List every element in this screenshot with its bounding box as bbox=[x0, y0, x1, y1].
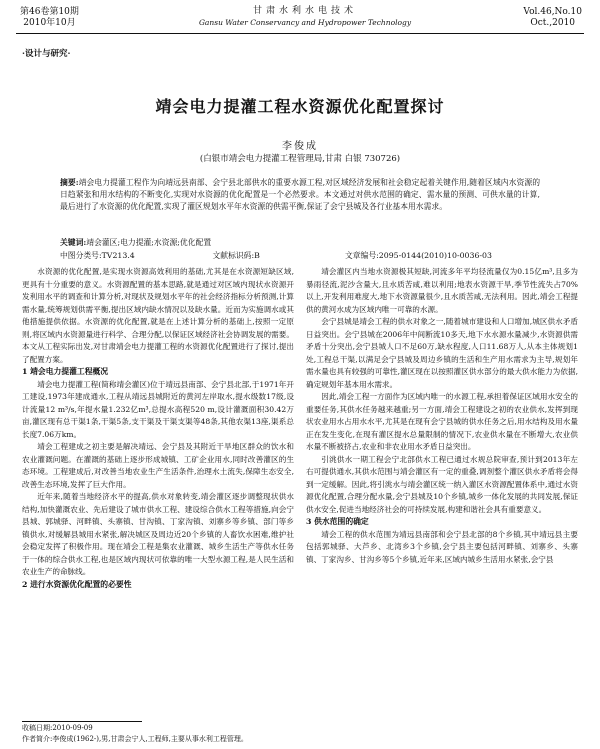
section-heading: 2 进行水资源优化配置的必要性 bbox=[22, 579, 132, 589]
document-code: 文献标识码:B bbox=[212, 251, 260, 260]
journal-name-cn: 甘肃水利水电技术 bbox=[252, 6, 357, 16]
paragraph: 近年来,随着当地经济水平的提高,供水对象转变,靖会灌区逐步调整现状供水结构,加快灌溉农业、先后建设了城市供水工程、建设综合供水工程等措施,向会宁县城、郭城驿、河畔镇、头寨镇、甘沟镇、丁家沟镇、刘寨乡等乡镇、部门等乡镇供水,对缓解县城用水紧张,解决城区及周边近20个乡镇的人畜饮水困难,维护社会稳定发挥了积极作用。现在靖会工程是集农业灌溉、城乡生活生产等供水任务于一体的综合供水工程,也是区域内现状可依靠的唯一大型水源工程,是人民生活和农业生产的命脉线。 bbox=[22, 492, 294, 576]
abstract bbox=[60, 177, 540, 214]
paper-title: 靖会电力提灌工程水资源优化配置探讨 bbox=[155, 97, 445, 116]
issue-date: 2010年10月 bbox=[23, 18, 76, 28]
paragraph: 水资源的优化配置,是实现水资源高效利用的基础,尤其是在水资源短缺区域,更具有十分重要的意义。水资源配置的基本思路,就是通过对区域内现状水资源开发利用水平的调查和计算分析,对现状及规划水平年的社会经济指标分析预测,计算需水量,统筹规划供需平衡,提出区域内缺水情况以及缺水量。近而为实施调水或其他措施提供依据。水资源的优化配置,就是在上述计算分析的基础上,按照一定原则,将区域内水资源量进行科学、合理分配,以保证区域经济社会协调发展的需要。本文从工程实际出发,对甘肃靖会电力提灌工程的水资源优化配置进行了探讨,提出了配置方案。 bbox=[22, 267, 294, 364]
keywords-label: 关键词: bbox=[60, 238, 87, 247]
abstract-label: 摘要: bbox=[60, 178, 79, 187]
volume-issue-en: Vol.46,No.10 bbox=[523, 7, 582, 17]
paragraph: 靖会灌区内当地水资源极其短缺,河流多年平均径流量仅为0.15亿m³,且多为暴雨径流,泥沙含量大,且水质苦咸,难以利用;地表水资源干旱,季节性流失占70%以上,开发利用难度大,地下水资源量很少,且水质苦咸,无法利用。因此,靖会工程提供的黄河水成为区域内唯一可靠的水源。 bbox=[306, 267, 578, 314]
clc-number: 中图分类号:TV213.4 bbox=[60, 251, 135, 260]
footnote-divider bbox=[22, 721, 142, 722]
issue-date-en: Oct.,2010 bbox=[530, 18, 576, 28]
paragraph: 引洮供水一期工程会宁北部供水工程已通过水规总院审查,预计到2013年左右可提供通水,其供水范围与靖会灌区有一定的重叠,调剂整个灌区供水矛盾将会得到一定缓解。因此,将引洮水与靖会灌区统一纳入灌区水资源配置体系中,通过水资源优化配置,合理分配水量,会宁县城及10个乡镇,城乡一体化发展的共同发展,保证供水安全,促进当地经济社会的可持续发展,构建和谐社会具有重要意义。 bbox=[306, 454, 578, 514]
header-divider bbox=[16, 33, 584, 34]
footnote bbox=[22, 723, 248, 745]
paragraph: 靖会工程建成之初主要是解决靖远、会宁县及其附近干旱地区群众的饮水和农业灌溉问题。在灌溉的基础上逐步形成城镇、工矿企业用水,同时改善灌区的生态环境。工程建成后,对改善当地农业生产生活条件,治理水土流失,保障生态安全,改善生态环境,发挥了巨大作用。 bbox=[22, 442, 294, 489]
paragraph: 靖会电力提灌工程(简称靖会灌区)位于靖远县南部、会宁县北部,于1971年开工建设,1973年建成通水,工程从靖远县城附近的黄河左岸取水,提水级数17级,设计流量12 m³/s,年提水量1.232亿m³,总提水高程520 m,设计灌溉面积30.42万亩,灌区现有总干渠1条,干渠5条,支干渠及干渠支渠等48条,其他农渠13座,渠系总长度7.06万km。 bbox=[22, 379, 294, 439]
volume-issue: 第46卷第10期 bbox=[20, 7, 79, 17]
article-number: 文章编号:2095-0144(2010)10-0036-03 bbox=[344, 251, 492, 260]
received-date: 收稿日期:2010-09-09 bbox=[22, 724, 93, 732]
abstract-text: 靖会电力提灌工程作为向靖远县南部、会宁县北部供水的重要水源工程,对区域经济发展和社会稳定起着关键作用,随着区域内水资源的日趋紧张和用水结构的不断变化,实现对水资源的优化配置是一个必然要求。本文通过对供水范围的确定、需水量的预测、可供水量的计算,最后进行了水资源的优化配置,实现了灌区规划水平年水资源的供需平衡,保证了会宁县城及各行业基本用水需求。 bbox=[60, 178, 540, 212]
paragraph: 会宁县城是靖会工程的供水对象之一,随着城市建设和人口增加,城区供水矛盾日益突出。会宁县城在2006年中间断流10多天,地下水水源水量减少,水资源供需矛盾十分突出,会宁县城人口不足60万,缺水程度,人口11.68万人,从本主体规划1处,工程总干渠,以满足会宁县城及周边乡镇的生活和生产用水需求为主导,规划年需水量也具有较强的可靠性,灌区现在以按照灌区供水部分的最大供水能力为依据,确定规划年基本用水需求。 bbox=[306, 317, 578, 389]
section-heading: 3 供水范围的确定 bbox=[306, 517, 369, 526]
section-label: ·设计与研究· bbox=[22, 49, 71, 59]
author-affiliation: (白银市靖会电力提灌工程管理局,甘肃 白银 730726) bbox=[199, 154, 401, 164]
journal-name-en: Gansu Water Conservancy and Hydropower Technology bbox=[198, 18, 412, 27]
author-bio: 作者简介:李俊成(1962-),男,甘肃会宁人,工程师,主要从事水利工程管理。 bbox=[22, 735, 248, 743]
paragraph: 因此,靖会工程一方面作为区域内唯一的水源工程,承担着保证区域用水安全的重要任务,其供水任务越来越重;另一方面,靖会工程建设之初的农业供水,发挥到现状农业用水占用水水平,尤其是在现有会宁县城的供水任务之后,用水结构及用水量正在发生变化,在现有灌区提水总量限制的情况下,农业供水量在不断增大,农业供水量不断被挤占,农业和非农业用水矛盾日益突出。 bbox=[306, 392, 578, 451]
section-heading: 1 靖会电力提灌工程概况 bbox=[22, 367, 109, 376]
issue-info-en bbox=[523, 7, 582, 29]
issue-info bbox=[20, 7, 79, 29]
body-right-column bbox=[306, 266, 578, 566]
body-left-column bbox=[22, 266, 294, 591]
paragraph: 靖会工程的供水范围为靖远县南部和会宁县北部的8个乡镇,其中靖远县主要包括郭城驿、大芦乡、北湾乡3个乡镇,会宁县主要包括河畔镇、刘寨乡、头寨镇、丁家沟乡、甘沟乡等5个乡镇,近年来,区域内城乡生活用水紧张,会宁县 bbox=[306, 529, 578, 564]
classification-info bbox=[60, 250, 540, 262]
keywords-text: 靖会灌区;电力提灌;水资源;优化配置 bbox=[86, 238, 212, 247]
keywords bbox=[60, 237, 540, 249]
journal-name bbox=[170, 6, 440, 28]
author-name: 李俊成 bbox=[282, 141, 318, 152]
